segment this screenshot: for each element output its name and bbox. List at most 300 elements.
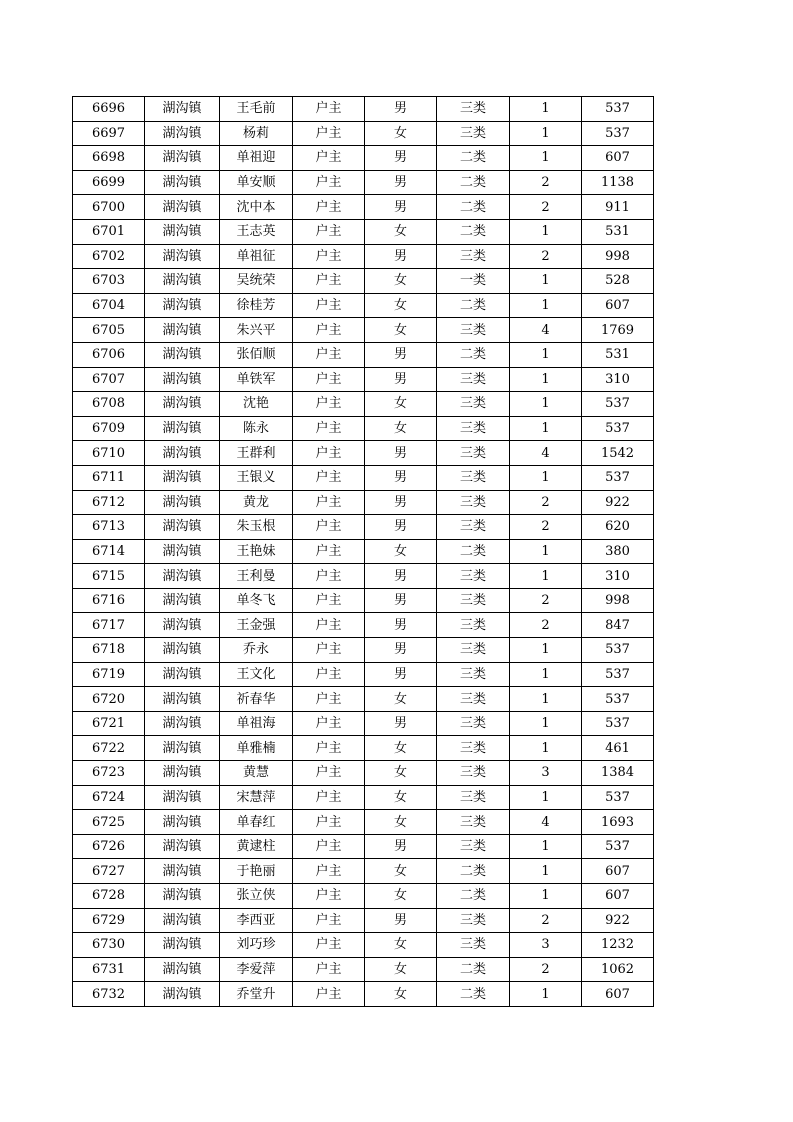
record-number-cell: 6707: [73, 367, 145, 392]
amount-cell: 607: [582, 146, 654, 171]
record-number-cell: 6714: [73, 539, 145, 564]
record-number-cell: 6700: [73, 195, 145, 220]
relation-cell: 户主: [293, 293, 365, 318]
record-number-cell: 6725: [73, 810, 145, 835]
relation-cell: 户主: [293, 515, 365, 540]
household-size-cell: 1: [510, 564, 582, 589]
gender-cell: 男: [365, 711, 437, 736]
gender-cell: 男: [365, 146, 437, 171]
record-number-cell: 6699: [73, 170, 145, 195]
category-cell: 二类: [437, 170, 510, 195]
household-size-cell: 1: [510, 465, 582, 490]
category-cell: 三类: [437, 933, 510, 958]
category-cell: 三类: [437, 785, 510, 810]
table-row: [73, 170, 654, 195]
table-row: [73, 785, 654, 810]
name-cell: 黄逮柱: [220, 834, 293, 859]
name-cell: 沈艳: [220, 392, 293, 417]
record-number-cell: 6717: [73, 613, 145, 638]
relation-cell: 户主: [293, 318, 365, 343]
record-number-cell: 6713: [73, 515, 145, 540]
gender-cell: 女: [365, 859, 437, 884]
amount-cell: 607: [582, 884, 654, 909]
gender-cell: 男: [365, 564, 437, 589]
records-table-body: [73, 97, 654, 1007]
town-cell: 湖沟镇: [145, 785, 220, 810]
record-number-cell: 6696: [73, 97, 145, 122]
town-cell: 湖沟镇: [145, 761, 220, 786]
gender-cell: 男: [365, 441, 437, 466]
name-cell: 王金强: [220, 613, 293, 638]
town-cell: 湖沟镇: [145, 884, 220, 909]
record-number-cell: 6710: [73, 441, 145, 466]
category-cell: 三类: [437, 638, 510, 663]
gender-cell: 女: [365, 392, 437, 417]
record-number-cell: 6723: [73, 761, 145, 786]
amount-cell: 1062: [582, 957, 654, 982]
table-row: [73, 269, 654, 294]
household-size-cell: 2: [510, 244, 582, 269]
category-cell: 三类: [437, 613, 510, 638]
relation-cell: 户主: [293, 392, 365, 417]
category-cell: 三类: [437, 392, 510, 417]
town-cell: 湖沟镇: [145, 97, 220, 122]
name-cell: 单冬飞: [220, 588, 293, 613]
relation-cell: 户主: [293, 416, 365, 441]
household-size-cell: 1: [510, 367, 582, 392]
name-cell: 朱兴平: [220, 318, 293, 343]
table-row: [73, 613, 654, 638]
name-cell: 刘巧珍: [220, 933, 293, 958]
table-row: [73, 441, 654, 466]
town-cell: 湖沟镇: [145, 490, 220, 515]
record-number-cell: 6705: [73, 318, 145, 343]
gender-cell: 女: [365, 736, 437, 761]
name-cell: 张佰顺: [220, 342, 293, 367]
record-number-cell: 6722: [73, 736, 145, 761]
record-number-cell: 6715: [73, 564, 145, 589]
amount-cell: 537: [582, 711, 654, 736]
relation-cell: 户主: [293, 933, 365, 958]
gender-cell: 男: [365, 908, 437, 933]
town-cell: 湖沟镇: [145, 908, 220, 933]
amount-cell: 607: [582, 982, 654, 1007]
relation-cell: 户主: [293, 219, 365, 244]
category-cell: 三类: [437, 736, 510, 761]
name-cell: 乔堂升: [220, 982, 293, 1007]
category-cell: 三类: [437, 687, 510, 712]
relation-cell: 户主: [293, 638, 365, 663]
household-size-cell: 3: [510, 761, 582, 786]
amount-cell: 310: [582, 367, 654, 392]
town-cell: 湖沟镇: [145, 244, 220, 269]
name-cell: 李爱萍: [220, 957, 293, 982]
table-row: [73, 465, 654, 490]
record-number-cell: 6730: [73, 933, 145, 958]
amount-cell: 537: [582, 785, 654, 810]
record-number-cell: 6709: [73, 416, 145, 441]
name-cell: 单雅楠: [220, 736, 293, 761]
category-cell: 二类: [437, 195, 510, 220]
gender-cell: 男: [365, 613, 437, 638]
amount-cell: 1384: [582, 761, 654, 786]
household-size-cell: 1: [510, 736, 582, 761]
name-cell: 王艳妹: [220, 539, 293, 564]
relation-cell: 户主: [293, 269, 365, 294]
table-row: [73, 342, 654, 367]
record-number-cell: 6721: [73, 711, 145, 736]
record-number-cell: 6712: [73, 490, 145, 515]
household-size-cell: 2: [510, 613, 582, 638]
category-cell: 三类: [437, 121, 510, 146]
household-size-cell: 1: [510, 219, 582, 244]
gender-cell: 男: [365, 367, 437, 392]
amount-cell: 537: [582, 416, 654, 441]
amount-cell: 620: [582, 515, 654, 540]
town-cell: 湖沟镇: [145, 392, 220, 417]
category-cell: 三类: [437, 588, 510, 613]
name-cell: 单铁军: [220, 367, 293, 392]
name-cell: 杨莉: [220, 121, 293, 146]
category-cell: 三类: [437, 416, 510, 441]
relation-cell: 户主: [293, 957, 365, 982]
gender-cell: 男: [365, 244, 437, 269]
household-size-cell: 1: [510, 392, 582, 417]
town-cell: 湖沟镇: [145, 810, 220, 835]
town-cell: 湖沟镇: [145, 441, 220, 466]
table-row: [73, 367, 654, 392]
gender-cell: 女: [365, 539, 437, 564]
record-number-cell: 6726: [73, 834, 145, 859]
household-size-cell: 4: [510, 318, 582, 343]
table-row: [73, 908, 654, 933]
category-cell: 二类: [437, 293, 510, 318]
relation-cell: 户主: [293, 785, 365, 810]
relation-cell: 户主: [293, 539, 365, 564]
town-cell: 湖沟镇: [145, 834, 220, 859]
category-cell: 二类: [437, 884, 510, 909]
gender-cell: 女: [365, 687, 437, 712]
gender-cell: 女: [365, 293, 437, 318]
name-cell: 朱玉根: [220, 515, 293, 540]
amount-cell: 537: [582, 638, 654, 663]
category-cell: 三类: [437, 810, 510, 835]
town-cell: 湖沟镇: [145, 588, 220, 613]
relation-cell: 户主: [293, 736, 365, 761]
household-size-cell: 3: [510, 933, 582, 958]
household-size-cell: 1: [510, 884, 582, 909]
gender-cell: 女: [365, 785, 437, 810]
amount-cell: 607: [582, 859, 654, 884]
name-cell: 张立侠: [220, 884, 293, 909]
name-cell: 单春红: [220, 810, 293, 835]
relation-cell: 户主: [293, 908, 365, 933]
amount-cell: 310: [582, 564, 654, 589]
amount-cell: 528: [582, 269, 654, 294]
gender-cell: 男: [365, 97, 437, 122]
name-cell: 李西亚: [220, 908, 293, 933]
amount-cell: 537: [582, 465, 654, 490]
category-cell: 三类: [437, 490, 510, 515]
name-cell: 乔永: [220, 638, 293, 663]
name-cell: 单安顺: [220, 170, 293, 195]
name-cell: 王银义: [220, 465, 293, 490]
amount-cell: 537: [582, 121, 654, 146]
household-size-cell: 1: [510, 859, 582, 884]
amount-cell: 461: [582, 736, 654, 761]
table-row: [73, 392, 654, 417]
household-size-cell: 2: [510, 195, 582, 220]
household-size-cell: 1: [510, 687, 582, 712]
category-cell: 二类: [437, 539, 510, 564]
record-number-cell: 6729: [73, 908, 145, 933]
town-cell: 湖沟镇: [145, 367, 220, 392]
household-size-cell: 1: [510, 539, 582, 564]
gender-cell: 女: [365, 810, 437, 835]
record-number-cell: 6731: [73, 957, 145, 982]
category-cell: 三类: [437, 711, 510, 736]
table-row: [73, 219, 654, 244]
name-cell: 王志英: [220, 219, 293, 244]
table-row: [73, 318, 654, 343]
town-cell: 湖沟镇: [145, 638, 220, 663]
gender-cell: 女: [365, 982, 437, 1007]
gender-cell: 女: [365, 416, 437, 441]
amount-cell: 537: [582, 392, 654, 417]
household-size-cell: 1: [510, 662, 582, 687]
gender-cell: 男: [365, 515, 437, 540]
table-row: [73, 146, 654, 171]
town-cell: 湖沟镇: [145, 465, 220, 490]
gender-cell: 女: [365, 957, 437, 982]
gender-cell: 男: [365, 465, 437, 490]
amount-cell: 531: [582, 342, 654, 367]
relation-cell: 户主: [293, 687, 365, 712]
name-cell: 王文化: [220, 662, 293, 687]
town-cell: 湖沟镇: [145, 195, 220, 220]
gender-cell: 女: [365, 219, 437, 244]
record-number-cell: 6703: [73, 269, 145, 294]
household-size-cell: 1: [510, 834, 582, 859]
relation-cell: 户主: [293, 810, 365, 835]
relation-cell: 户主: [293, 982, 365, 1007]
amount-cell: 537: [582, 97, 654, 122]
relation-cell: 户主: [293, 834, 365, 859]
amount-cell: 847: [582, 613, 654, 638]
record-number-cell: 6724: [73, 785, 145, 810]
relation-cell: 户主: [293, 465, 365, 490]
category-cell: 二类: [437, 146, 510, 171]
gender-cell: 男: [365, 662, 437, 687]
record-number-cell: 6701: [73, 219, 145, 244]
category-cell: 二类: [437, 982, 510, 1007]
town-cell: 湖沟镇: [145, 293, 220, 318]
town-cell: 湖沟镇: [145, 318, 220, 343]
record-number-cell: 6711: [73, 465, 145, 490]
household-size-cell: 1: [510, 982, 582, 1007]
relation-cell: 户主: [293, 97, 365, 122]
gender-cell: 女: [365, 761, 437, 786]
category-cell: 三类: [437, 244, 510, 269]
table-row: [73, 982, 654, 1007]
name-cell: 徐桂芳: [220, 293, 293, 318]
gender-cell: 女: [365, 269, 437, 294]
table-row: [73, 859, 654, 884]
gender-cell: 女: [365, 933, 437, 958]
household-size-cell: 1: [510, 638, 582, 663]
table-row: [73, 736, 654, 761]
category-cell: 一类: [437, 269, 510, 294]
relation-cell: 户主: [293, 859, 365, 884]
record-number-cell: 6732: [73, 982, 145, 1007]
record-number-cell: 6720: [73, 687, 145, 712]
household-size-cell: 2: [510, 170, 582, 195]
household-size-cell: 2: [510, 908, 582, 933]
town-cell: 湖沟镇: [145, 687, 220, 712]
name-cell: 祈春华: [220, 687, 293, 712]
amount-cell: 537: [582, 662, 654, 687]
category-cell: 三类: [437, 367, 510, 392]
town-cell: 湖沟镇: [145, 564, 220, 589]
category-cell: 二类: [437, 219, 510, 244]
town-cell: 湖沟镇: [145, 170, 220, 195]
relation-cell: 户主: [293, 170, 365, 195]
category-cell: 三类: [437, 761, 510, 786]
category-cell: 二类: [437, 342, 510, 367]
amount-cell: 607: [582, 293, 654, 318]
table-row: [73, 957, 654, 982]
category-cell: 二类: [437, 859, 510, 884]
name-cell: 王毛前: [220, 97, 293, 122]
town-cell: 湖沟镇: [145, 146, 220, 171]
relation-cell: 户主: [293, 711, 365, 736]
category-cell: 三类: [437, 318, 510, 343]
category-cell: 三类: [437, 97, 510, 122]
town-cell: 湖沟镇: [145, 859, 220, 884]
relation-cell: 户主: [293, 244, 365, 269]
amount-cell: 911: [582, 195, 654, 220]
relation-cell: 户主: [293, 195, 365, 220]
household-size-cell: 1: [510, 416, 582, 441]
household-size-cell: 1: [510, 121, 582, 146]
amount-cell: 537: [582, 834, 654, 859]
gender-cell: 男: [365, 342, 437, 367]
amount-cell: 1769: [582, 318, 654, 343]
table-row: [73, 638, 654, 663]
table-row: [73, 933, 654, 958]
household-size-cell: 1: [510, 293, 582, 318]
gender-cell: 女: [365, 884, 437, 909]
household-size-cell: 2: [510, 515, 582, 540]
amount-cell: 1138: [582, 170, 654, 195]
relation-cell: 户主: [293, 490, 365, 515]
record-number-cell: 6706: [73, 342, 145, 367]
name-cell: 王群利: [220, 441, 293, 466]
relation-cell: 户主: [293, 441, 365, 466]
record-number-cell: 6697: [73, 121, 145, 146]
table-row: [73, 687, 654, 712]
gender-cell: 女: [365, 121, 437, 146]
record-number-cell: 6708: [73, 392, 145, 417]
record-number-cell: 6702: [73, 244, 145, 269]
record-number-cell: 6728: [73, 884, 145, 909]
amount-cell: 537: [582, 687, 654, 712]
name-cell: 黄龙: [220, 490, 293, 515]
category-cell: 三类: [437, 564, 510, 589]
household-size-cell: 4: [510, 441, 582, 466]
table-row: [73, 539, 654, 564]
relation-cell: 户主: [293, 146, 365, 171]
table-row: [73, 416, 654, 441]
table-row: [73, 564, 654, 589]
record-number-cell: 6718: [73, 638, 145, 663]
relation-cell: 户主: [293, 588, 365, 613]
amount-cell: 1232: [582, 933, 654, 958]
relation-cell: 户主: [293, 342, 365, 367]
household-size-cell: 1: [510, 146, 582, 171]
household-size-cell: 2: [510, 490, 582, 515]
category-cell: 三类: [437, 834, 510, 859]
household-size-cell: 1: [510, 97, 582, 122]
record-number-cell: 6727: [73, 859, 145, 884]
town-cell: 湖沟镇: [145, 613, 220, 638]
category-cell: 三类: [437, 465, 510, 490]
table-row: [73, 195, 654, 220]
table-row: [73, 515, 654, 540]
town-cell: 湖沟镇: [145, 933, 220, 958]
town-cell: 湖沟镇: [145, 982, 220, 1007]
town-cell: 湖沟镇: [145, 416, 220, 441]
town-cell: 湖沟镇: [145, 121, 220, 146]
household-size-cell: 4: [510, 810, 582, 835]
amount-cell: 380: [582, 539, 654, 564]
gender-cell: 女: [365, 318, 437, 343]
amount-cell: 922: [582, 908, 654, 933]
name-cell: 于艳丽: [220, 859, 293, 884]
household-size-cell: 2: [510, 588, 582, 613]
gender-cell: 男: [365, 490, 437, 515]
name-cell: 黄慧: [220, 761, 293, 786]
name-cell: 单祖征: [220, 244, 293, 269]
amount-cell: 998: [582, 588, 654, 613]
town-cell: 湖沟镇: [145, 515, 220, 540]
table-row: [73, 588, 654, 613]
town-cell: 湖沟镇: [145, 539, 220, 564]
relation-cell: 户主: [293, 613, 365, 638]
amount-cell: 922: [582, 490, 654, 515]
name-cell: 沈中本: [220, 195, 293, 220]
record-number-cell: 6698: [73, 146, 145, 171]
records-table: [72, 96, 654, 1007]
table-row: [73, 293, 654, 318]
town-cell: 湖沟镇: [145, 219, 220, 244]
category-cell: 三类: [437, 441, 510, 466]
name-cell: 宋慧萍: [220, 785, 293, 810]
table-row: [73, 490, 654, 515]
gender-cell: 男: [365, 638, 437, 663]
category-cell: 三类: [437, 515, 510, 540]
table-row: [73, 884, 654, 909]
gender-cell: 男: [365, 195, 437, 220]
household-size-cell: 1: [510, 269, 582, 294]
name-cell: 陈永: [220, 416, 293, 441]
table-row: [73, 834, 654, 859]
household-size-cell: 1: [510, 342, 582, 367]
town-cell: 湖沟镇: [145, 711, 220, 736]
relation-cell: 户主: [293, 564, 365, 589]
relation-cell: 户主: [293, 121, 365, 146]
town-cell: 湖沟镇: [145, 736, 220, 761]
